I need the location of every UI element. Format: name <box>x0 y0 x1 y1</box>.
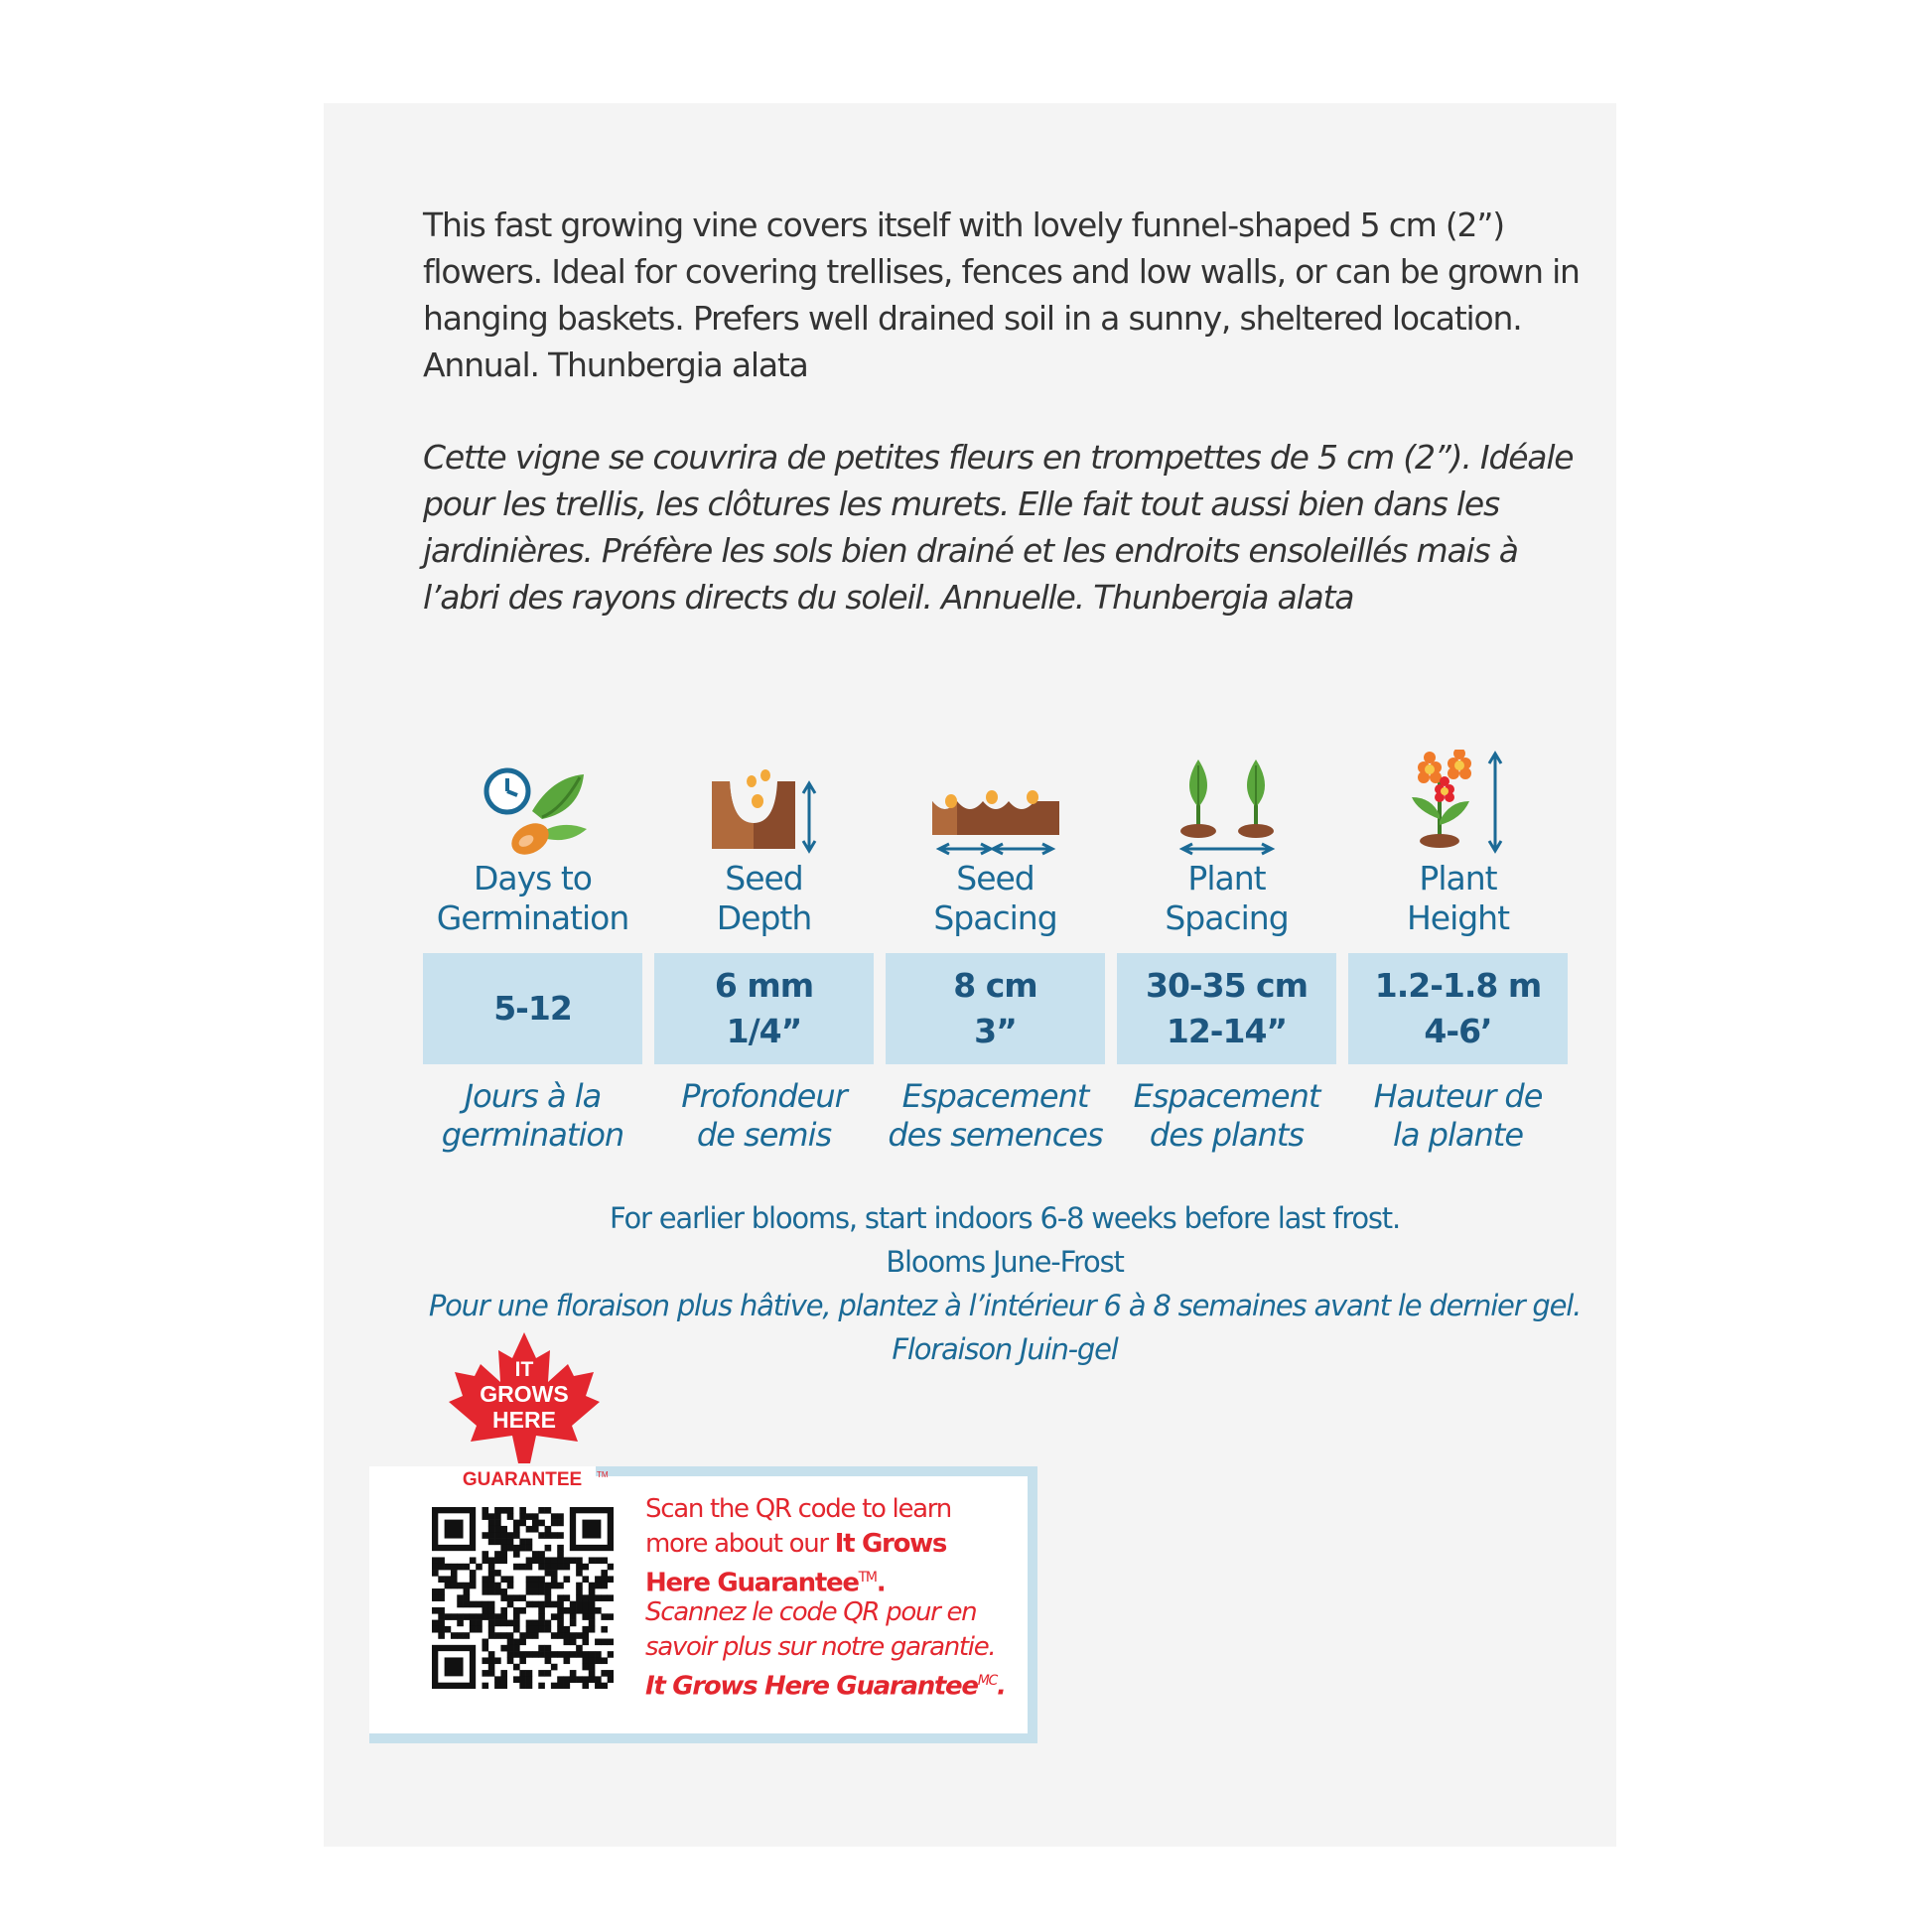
profondeur-semis-label: Profondeur de semis <box>681 1077 847 1154</box>
qr-code[interactable] <box>432 1507 614 1689</box>
tip-english-bloom: Blooms June-Frost <box>886 1245 1124 1279</box>
it-grows-here-logo <box>437 1330 612 1494</box>
plant-spacing-value <box>1117 953 1336 1064</box>
qr-fr-mark: MC <box>977 1673 997 1689</box>
description-french: Cette vigne se couvrira de petites fleurs en trompettes de 5 cm (2”). Idéale pour les trellis, les clôtures les murets. Elle fait tout aussi bien dans les jardinières. Préfère les sols bien drainé et les endroits ensoleillés mais à l’abri des rayons directs du soleil. Annuelle. Thunbergia alata <box>423 438 1574 617</box>
seed-spacing-label: Seed Spacing <box>933 859 1057 937</box>
qr-fr-text: Scannez le code QR pour en savoir plus sur notre garantie. <box>645 1597 996 1662</box>
seed-spacing-value <box>886 953 1105 1064</box>
qr-en-guarantee: It Grows Here Guarantee <box>645 1528 947 1598</box>
qr-fr-end: . <box>996 1671 1006 1702</box>
value-secondary: 4-6’ <box>1424 1012 1492 1050</box>
seed-depth-value <box>654 953 874 1064</box>
tip-french-indoor: Pour une floraison plus hâtive, plantez à l’intérieur 6 à 8 semaines avant le dernier gel. <box>428 1289 1582 1322</box>
logo-line-1: IT <box>514 1358 534 1381</box>
value-primary: 8 cm <box>953 966 1037 1005</box>
value-secondary: 12-14” <box>1166 1012 1288 1050</box>
plant-spacing-label: Plant Spacing <box>1165 859 1289 937</box>
qr-en-end: . <box>876 1568 886 1598</box>
clock-sprout-icon <box>423 750 642 859</box>
seed-depth-label: Seed Depth <box>716 859 812 937</box>
qr-text-french <box>645 1595 1013 1704</box>
value-primary: 5-12 <box>493 989 572 1028</box>
description-english: This fast growing vine covers itself with lovely funnel-shaped 5 cm (2”) flowers. Ideal for covering trellises, fences and low walls, or can be grown in hanging baskets. Prefers well drained soil in a sunny, sheltered location. Annual. Thunbergia alata <box>423 206 1580 384</box>
espacement-plants-label: Espacement des plants <box>1133 1077 1320 1154</box>
days-to-germination-value <box>423 953 642 1064</box>
seed-depth-icon <box>654 750 874 859</box>
tip-english-indoor: For earlier blooms, start indoors 6-8 weeks before last frost. <box>610 1201 1400 1235</box>
qr-panel-border <box>596 1466 1037 1476</box>
qr-en-mark: TM <box>858 1570 877 1586</box>
logo-trademark: TM <box>597 1470 609 1479</box>
plant-height-icon <box>1348 750 1568 859</box>
jours-germination-label: Jours à la germination <box>441 1077 624 1154</box>
plant-height-label: Plant Height <box>1406 859 1510 937</box>
hauteur-plante-label: Hauteur de la plante <box>1373 1077 1543 1154</box>
value-secondary: 1/4” <box>726 1012 802 1050</box>
seed-spacing-icon <box>886 750 1105 859</box>
value-primary: 1.2-1.8 m <box>1374 966 1542 1005</box>
tip-french-bloom: Floraison Juin-gel <box>892 1332 1118 1366</box>
espacement-semences-label: Espacement des semences <box>888 1077 1103 1154</box>
logo-line-3: HERE <box>492 1407 556 1433</box>
qr-fr-guarantee: It Grows Here Guarantee <box>645 1671 978 1702</box>
days-to-germination-label: Days to Germination <box>436 859 629 937</box>
value-secondary: 3” <box>974 1012 1017 1050</box>
plant-spacing-icon <box>1117 750 1336 859</box>
plant-height-value <box>1348 953 1568 1064</box>
qr-en-text: Scan the QR code to learn more about our <box>645 1494 951 1559</box>
logo-line-4: GUARANTEE <box>462 1469 583 1490</box>
value-primary: 6 mm <box>714 966 814 1005</box>
logo-line-2: GROWS <box>480 1381 569 1407</box>
qr-text-english <box>645 1492 1013 1600</box>
value-primary: 30-35 cm <box>1146 966 1308 1005</box>
